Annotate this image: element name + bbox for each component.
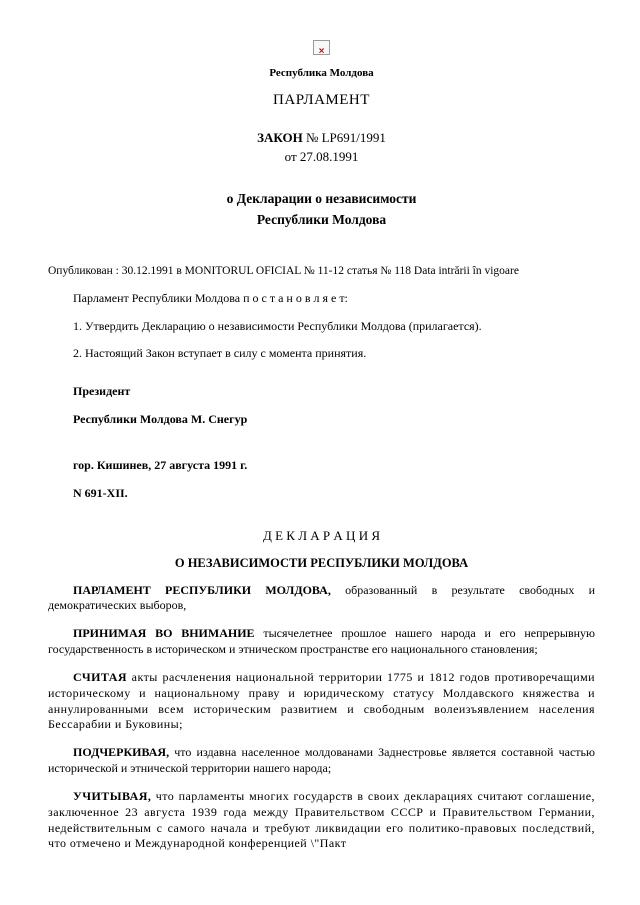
- header-image-area: [48, 38, 595, 56]
- law-number: № LP691/1991: [305, 130, 386, 145]
- enactment-clause: Парламент Республики Молдова п о с т а н о в л я е т:: [73, 290, 348, 305]
- document-title-line-1: о Декларации о независимости: [226, 191, 417, 206]
- paragraph-lead: ПРИНИМАЯ ВО ВНИМАНИЕ: [73, 626, 255, 641]
- broken-image-icon: [313, 40, 330, 55]
- declaration-paragraph-3: [48, 670, 595, 733]
- broken-image-x-glyph: ×: [318, 45, 325, 57]
- declaration-paragraph-2: [48, 626, 595, 658]
- declaration-subheading: О НЕЗАВИСИМОСТИ РЕСПУБЛИКИ МОЛДОВА: [174, 555, 469, 570]
- law-date: от 27.08.1991: [284, 149, 359, 164]
- country-title: Республика Молдова: [269, 67, 374, 79]
- law-label: ЗАКОН: [257, 130, 303, 145]
- institution-title: ПАРЛАМЕНТ: [273, 92, 370, 108]
- signature-doc-number: N 691-XII.: [73, 485, 128, 500]
- paragraph-text: что издавна населенное молдованами Заднестровье является составной частью исторической и этнической территории нашего народа;: [48, 745, 595, 776]
- publication-info: Опубликован : 30.12.1991 в MONITORUL OFICIAL № 11-12 статья № 118 Data intrării în vigoare: [48, 264, 519, 277]
- paragraph-text: образованный в результате свободных и демократических выборов,: [48, 582, 596, 613]
- signature-name: Республики Молдова М. Снегур: [73, 412, 248, 427]
- paragraph-lead: ПАРЛАМЕНТ РЕСПУБЛИКИ МОЛДОВА,: [73, 582, 331, 597]
- declaration-paragraph-4: [48, 745, 595, 777]
- law-item-1: 1. Утвердить Декларацию о независимости Республики Молдова (прилагается).: [73, 318, 482, 333]
- law-number-line: [48, 130, 595, 146]
- declaration-paragraph-1: [48, 583, 595, 615]
- paragraph-text: что парламенты многих государств в своих декларациях считают соглашение, заключенное 23 августа 1939 года между Правительством СССР и Правительством Германии, недействительным с самого начала и требуют ликвидации его политико-правовых последствий, что отмечено и Международной конференцией \"Пакт: [48, 788, 596, 851]
- declaration-heading: Д Е К Л А Р А Ц И Я: [263, 527, 380, 543]
- paragraph-lead: УЧИТЫВАЯ,: [73, 788, 152, 803]
- signature-place-date: гор. Кишинев, 27 августа 1991 г.: [73, 457, 248, 472]
- paragraph-lead: ПОДЧЕРКИВАЯ,: [73, 745, 170, 760]
- paragraph-text: тысячелетнее прошлое нашего народа и его непрерывную государственность в историческом и этническом пространстве его национального становления;: [48, 626, 595, 657]
- law-item-2: 2. Настоящий Закон вступает в силу с момента принятия.: [73, 346, 367, 361]
- paragraph-lead: СЧИТАЯ: [73, 669, 127, 684]
- declaration-paragraph-5: [48, 789, 595, 852]
- document-title: [48, 189, 595, 231]
- signature-post: Президент: [73, 384, 131, 399]
- document-title-line-2: Республики Молдова: [256, 211, 387, 227]
- paragraph-text: акты расчленения национальной территории 1775 и 1812 годов противоречащими историческому и национальному праву и юридическому статусу Молдавского княжества и аннулированными всем историческим развитием и свободным волеизъявлением населения Бессарабии и Буковины;: [48, 669, 595, 732]
